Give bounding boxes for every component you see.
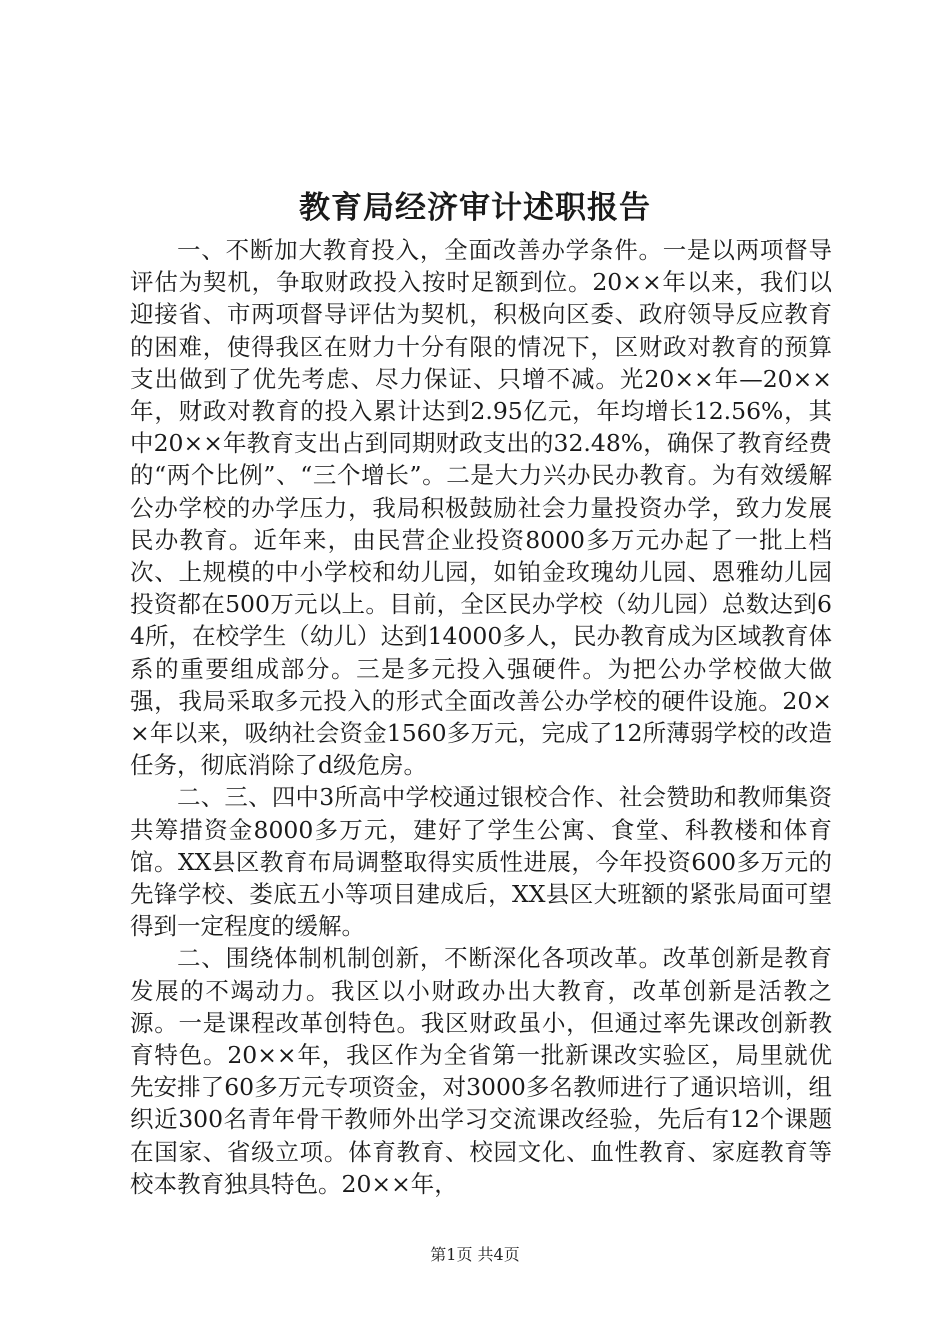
document-body <box>130 234 832 1200</box>
page-footer: 第1页 共4页 <box>430 1245 520 1264</box>
paragraph-1: 一、不断加大教育投入，全面改善办学条件。一是以两项督导评估为契机，争取财政投入按时足额到位。20××年以来，我们以迎接省、市两项督导评估为契机，积极向区委、政府领导反应教育的困难，使得我区在财力十分有限的情况下，区财政对教育的预算支出做到了优先考虑、尽力保证、只增不减。光20××年—20××年，财政对教育的投入累计达到2.95亿元，年均增长12.56%，其中20××年教育支出占到同期财政支出的32.48%，确保了教育经费的“两个比例”、“三个增长”。二是大力兴办民办教育。为有效缓解公办学校的办学压力，我局积极鼓励社会力量投资办学，致力发展民办教育。近年来，由民营企业投资8000多万元办起了一批上档次、上规模的中小学校和幼儿园，如铂金玫瑰幼儿园、恩雅幼儿园投资都在500万元以上。目前，全区民办学校（幼儿园）总数达到64所，在校学生（幼儿）达到14000多人，民办教育成为区域教育体系的重要组成部分。三是多元投入强硬件。为把公办学校做大做强，我局采取多元投入的形式全面改善公办学校的硬件设施。20××年以来，吸纳社会资金1560多万元，完成了12所薄弱学校的改造任务，彻底消除了d级危房。 <box>130 236 832 780</box>
paragraph-2: 二、三、四中3所高中学校通过银校合作、社会赞助和教师集资共筹措资金8000多万元，建好了学生公寓、食堂、科教楼和体育馆。XX县区教育布局调整取得实质性进展，今年投资600多万元的先锋学校、娄底五小等项目建成后，XX县区大班额的紧张局面可望得到一定程度的缓解。 <box>130 783 832 941</box>
document-title: 教育局经济审计述职报告 <box>299 190 651 226</box>
paragraph-3: 二、围绕体制机制创新，不断深化各项改革。改革创新是教育发展的不竭动力。我区以小财政办出大教育，改革创新是活教之源。一是课程改革创特色。我区财政虽小，但通过率先课改创新教育特色。20××年，我区作为全省第一批新课改实验区，局里就优先安排了60多万元专项资金，对3000多名教师进行了通识培训，组织近300名青年骨干教师外出学习交流课改经验，先后有12个课题在国家、省级立项。体育教育、校园文化、血性教育、家庭教育等校本教育独具特色。20××年， <box>130 944 832 1198</box>
